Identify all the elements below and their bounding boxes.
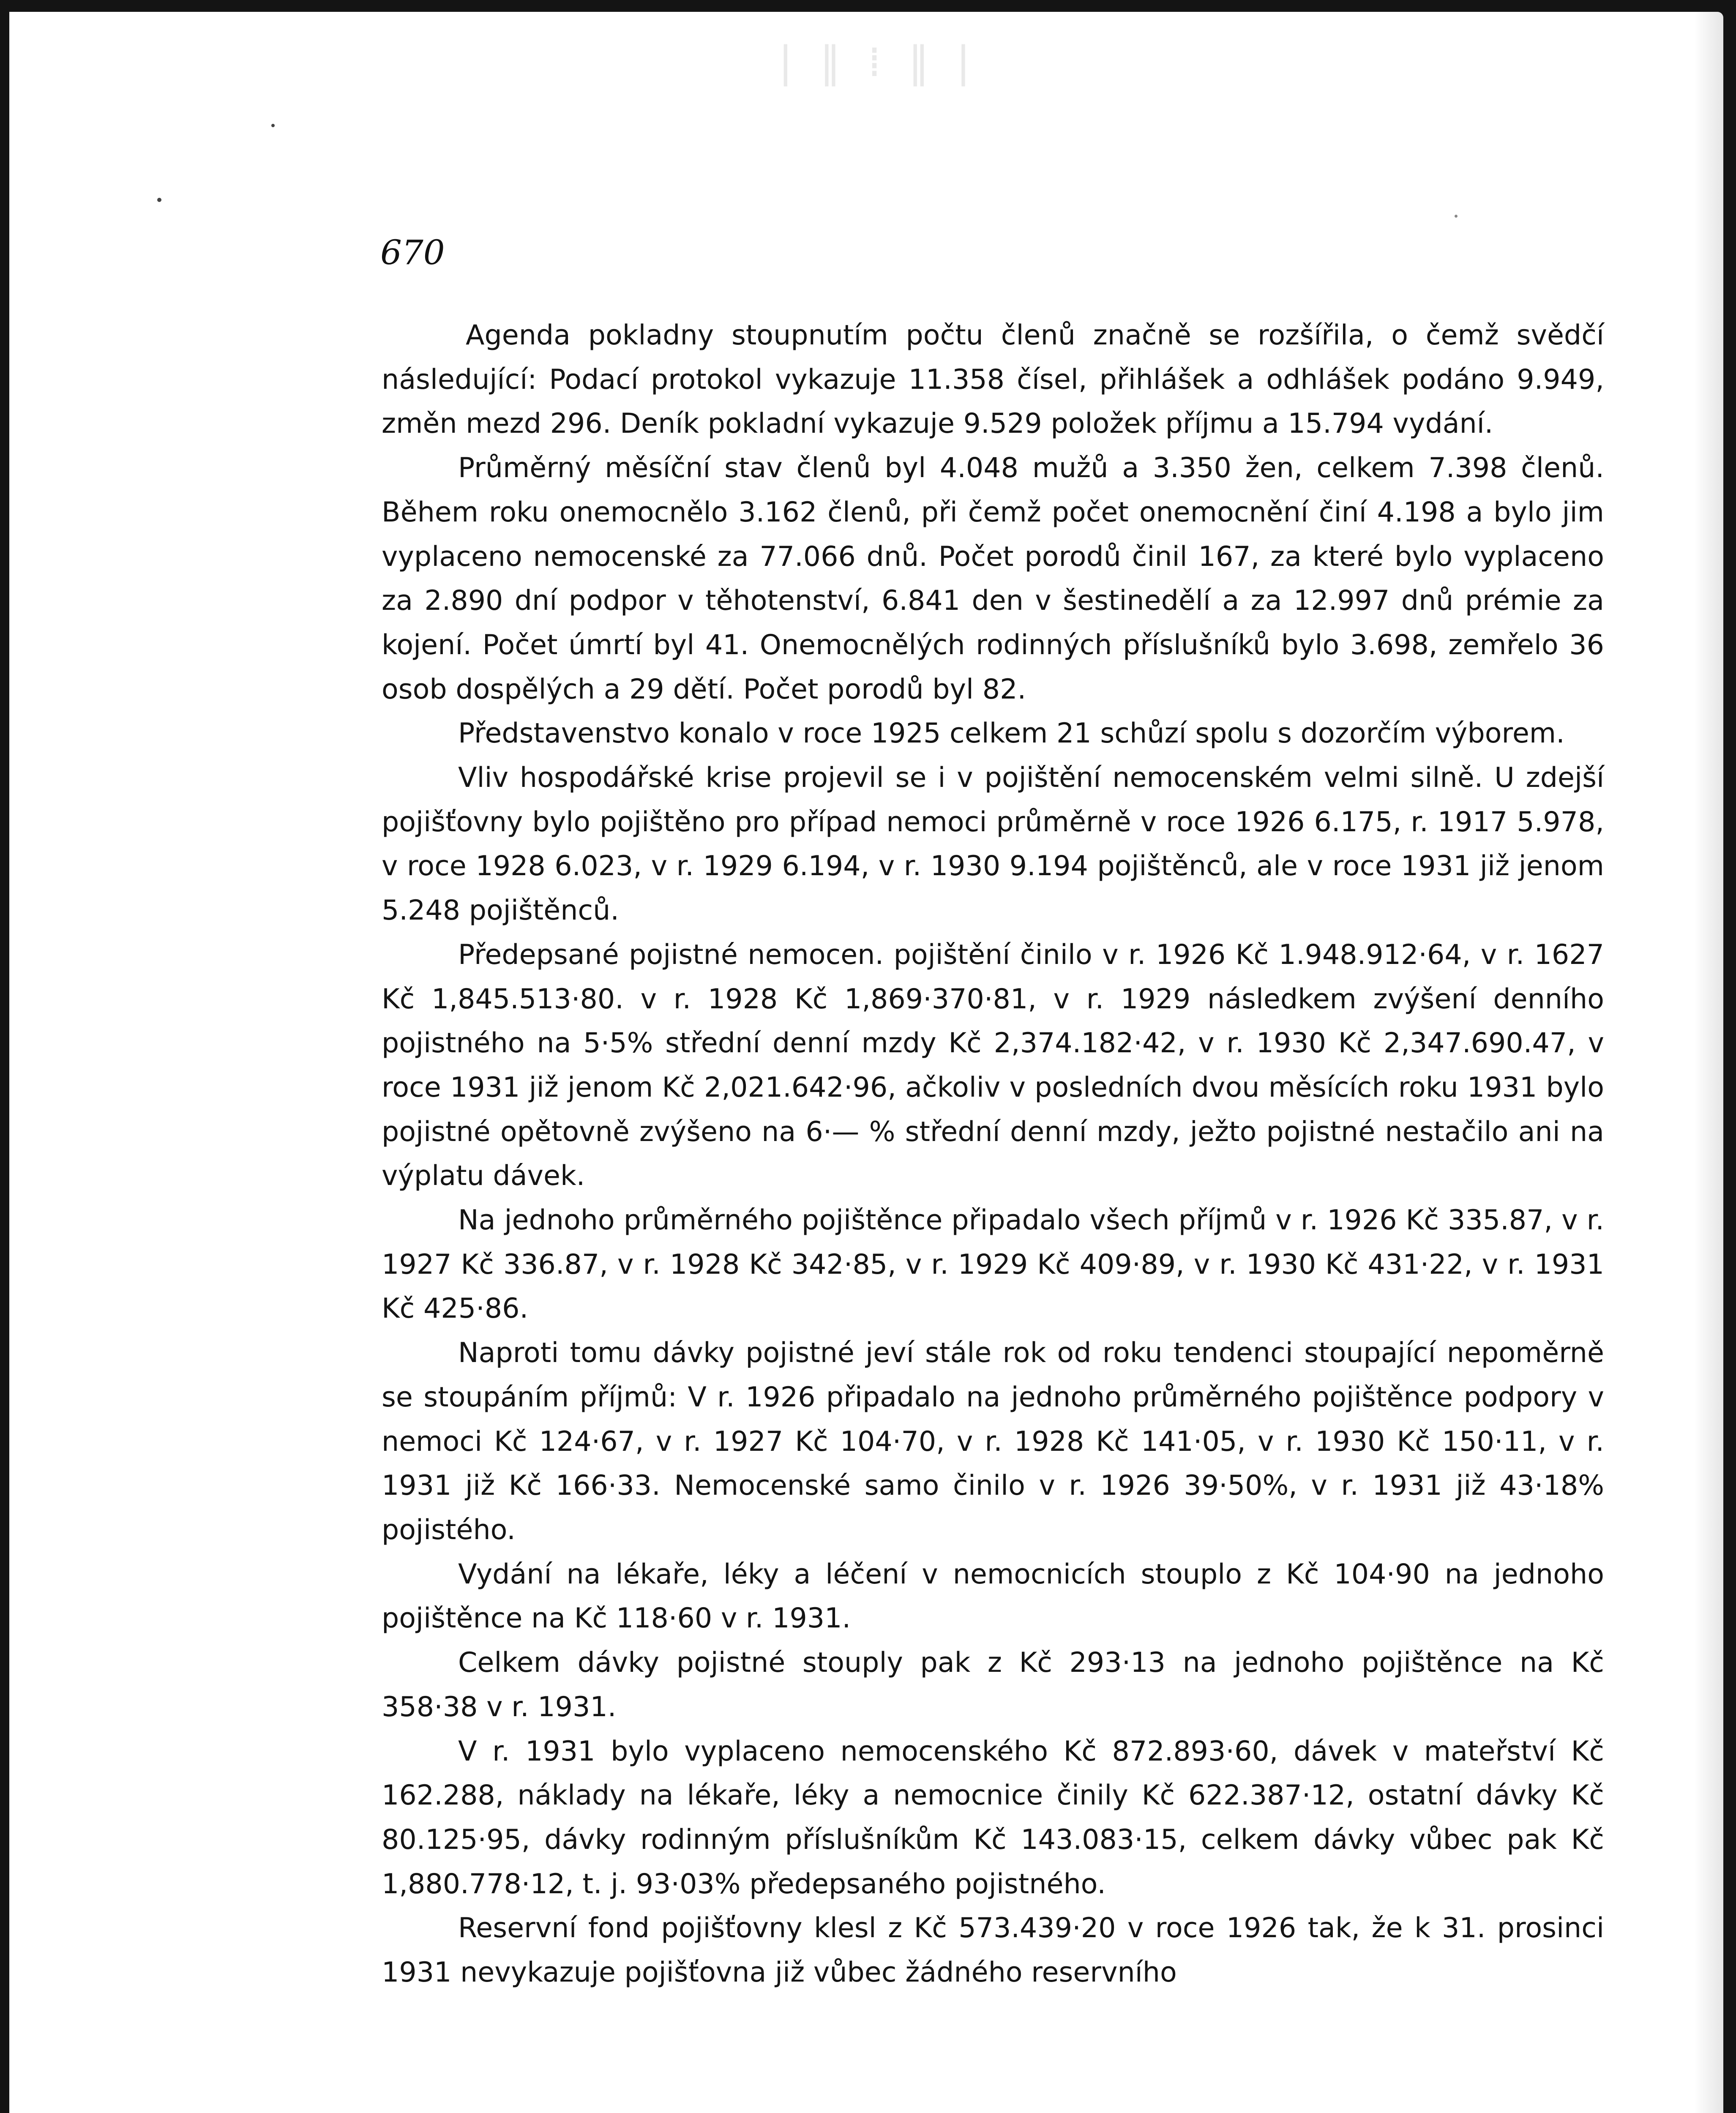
- scan-speck: [157, 198, 161, 202]
- scan-speck: [1455, 215, 1458, 218]
- paragraph: Představenstvo konalo v roce 1925 celkem 21 schůzí spolu s dozorčím výborem.: [458, 718, 1565, 750]
- page-edge-shadow: [1694, 12, 1723, 2113]
- paragraph: Reservní fond pojišťovny klesl z Kč 573.439·20 v roce 1926 tak, že k 31. prosinci 1931 nevykazuje pojišťovna již vůbec žádného reservního: [382, 1912, 1604, 1989]
- paragraph: Předepsané pojistné nemocen. pojištění činilo v r. 1926 Kč 1.948.912·64, v r. 1627 Kč 1,845.513·80. v r. 1928 Kč 1,869·370·81, v r. 1929 následkem zvýšení denního pojistného na 5·5% střední denní mzdy Kč 2,374.182·42, v r. 1930 Kč 2,347.690.47, v roce 1931 již jenom Kč 2,021.642·96, ačkoliv v posledních dvou měsících roku 1931 bylo pojistné opětovně zvýšeno na 6·— % střední denní mzdy, ježto pojistné nestačilo ani na výplatu dávek.: [382, 939, 1604, 1192]
- paragraph: V r. 1931 bylo vyplaceno nemocenského Kč 872.893·60, dávek v mateřství Kč 162.288, náklady na lékaře, léky a nemocnice činily Kč 622.387·12, ostatní dávky Kč 80.125·95, dávky rodinným příslušníkům Kč 143.083·15, celkem dávky vůbec pak Kč 1,880.778·12, t. j. 93·03% předepsaného pojistného.: [382, 1735, 1604, 1900]
- paragraph: Na jednoho průměrného pojištěnce připadalo všech příjmů v r. 1926 Kč 335.87, v r. 1927 Kč 336.87, v r. 1928 Kč 342·85, v r. 1929 Kč 409·89, v r. 1930 Kč 431·22, v r. 1931 Kč 425·86.: [382, 1204, 1604, 1325]
- scan-speck: [271, 124, 275, 127]
- paragraph: Vydání na lékaře, léky a léčení v nemocnicích stouplo z Kč 104·90 na jednoho pojištěnce na Kč 118·60 v r. 1931.: [382, 1558, 1604, 1635]
- paragraph: Agenda pokladny stoupnutím počtu členů značně se rozšířila, o čemž svědčí následující: Podací protokol vykazuje 11.358 čísel, přihlášek a odhlášek podáno 9.949, změn mezd 296. Deník pokladní vykazuje 9.529 položek příjmu a 15.794 vydání.: [382, 319, 1604, 440]
- paragraph: Průměrný měsíční stav členů byl 4.048 mužů a 3.350 žen, celkem 7.398 členů. Během roku onemocnělo 3.162 členů, při čemž počet onemocnění činí 4.198 a bylo jim vyplaceno nemocenské za 77.066 dnů. Počet porodů činil 167, za které bylo vyplaceno za 2.890 dní podpor v těhotenství, 6.841 den v šestinedělí a za 12.997 dnů prémie za kojení. Počet úmrtí byl 41. Onemocnělých rodinných příslušníků bylo 3.698, zemřelo 36 osob dospělých a 29 dětí. Počet porodů byl 82.: [382, 452, 1604, 705]
- article-body: [382, 314, 1604, 1995]
- paragraph: Celkem dávky pojistné stouply pak z Kč 293·13 na jednoho pojištěnce na Kč 358·38 v r. 1931.: [382, 1647, 1604, 1723]
- page-number: 670: [380, 233, 445, 272]
- show-through-artifact: | ‖ ⁞ ‖ |: [778, 37, 977, 87]
- paragraph: Naproti tomu dávky pojistné jeví stále rok od roku tendenci stoupající nepoměrně se stoupáním příjmů: V r. 1926 připadalo na jednoho průměrného pojištěnce podpory v nemoci Kč 124·67, v r. 1927 Kč 104·70, v r. 1928 Kč 141·05, v r. 1930 Kč 150·11, v r. 1931 již Kč 166·33. Nemocenské samo činilo v r. 1926 39·50%, v r. 1931 již 43·18% pojistého.: [382, 1337, 1604, 1546]
- scanned-page: [9, 12, 1723, 2113]
- paragraph: Vliv hospodářské krise projevil se i v pojištění nemocenském velmi silně. U zdejší pojišťovny bylo pojištěno pro případ nemoci průměrně v roce 1926 6.175, r. 1917 5.978, v roce 1928 6.023, v r. 1929 6.194, v r. 1930 9.194 pojištěnců, ale v roce 1931 již jenom 5.248 pojištěnců.: [382, 762, 1604, 927]
